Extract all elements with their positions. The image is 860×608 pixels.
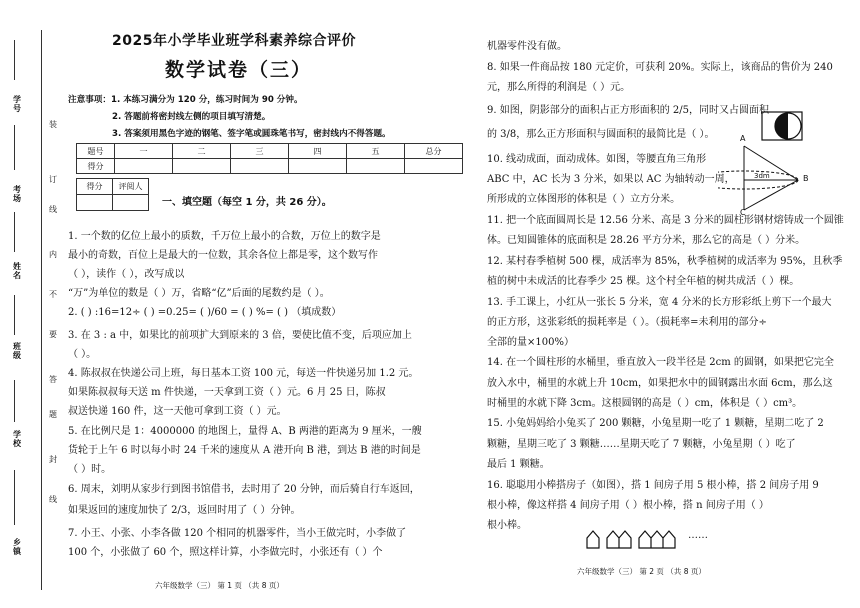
question-line: 7. 小王、小张、小李各做 120 个相同的机器零件，当小王做完时，小李做了 [68,528,407,539]
exam-subtitle: 数学试卷（三） [165,59,313,81]
question-line: 11. 把一个底面圆周长是 12.56 分米、高是 3 分米的圆柱形钢材熔铸成一个圆锥 [487,215,844,226]
house-1 [587,531,599,548]
binding-rail [0,0,62,608]
score-cell [115,159,173,174]
question-line: （ ）。 [68,349,97,360]
vertex-c-label: C [740,208,746,217]
question-line: 16. 聪聪用小棒搭房子（如图），搭 1 间房子用 5 根小棒，搭 2 间房子用 9 [487,480,819,491]
footer-page-1: 六年级数学（三） 第 1 页 （共 8 页） [155,581,284,590]
question-line: 4. 陈叔叔在快递公司上班，每日基本工资 100 元，每送一件快递另加 1.2 元。 [68,368,419,379]
question-line: 放入水中，桶里的水就上升 10cm，如果把水中的圆钢露出水面 6cm，那么这 [487,378,833,389]
cone-edge [744,180,798,210]
rail-fill-line [14,470,15,525]
score-header: 题号 [77,144,115,159]
score-header: 二 [173,144,231,159]
note-2: 2. 答题前将密封线左侧的项目填写清楚。 [112,112,271,122]
score-table [76,143,463,174]
question-line: 货轮于上午 6 时以每小时 24 千米的速度从 A 港开向 B 港，到达 B 港的时间是 [68,445,421,456]
cone-edge [744,146,798,180]
seal-char: 内 [49,250,57,259]
question-line: 如果返回的速度加快了 2/3，返回时用了（ ）分钟。 [68,505,301,516]
question-line: 5. 在比例尺是 1：4000000 的地图上，量得 A、B 两港的距离为 9 厘米，一艘 [68,426,422,437]
rail-label-town: 乡镇 [13,538,21,556]
seal-line [41,30,42,590]
rail-label-school: 学校 [13,430,21,448]
section-1-title: 一、填空题（每空 1 分，共 26 分）。 [162,197,332,208]
stick-houses-figure [585,528,685,550]
question-line: 9. 如图，阴影部分的面积占正方形面积的 2/5，同时又占圆面积 [487,105,769,116]
grader-table [76,178,149,211]
score-header: 四 [289,144,347,159]
question-line: 叔送快递 160 件，这一天他可拿到工资（ ）元。 [68,406,287,417]
score-cell [347,159,405,174]
question-line: 植的树中未成活的比春季少 25 棵。这个村全年植的树共成活（ ）棵。 [487,276,800,287]
question-line: 100 个，小张做了 60 个，照这样计算，小李做完时，小张还有（ ）个 [68,547,383,558]
question-line: 13. 手工课上，小红从一张长 5 分米，宽 4 分米的长方形彩纸上剪下一个最大 [487,297,832,308]
question-line: 12. 某村春季植树 500 棵，成活率为 85%，秋季植树的成活率为 95%，且秋季 [487,256,843,267]
grader-header: 得分 [77,179,113,195]
rail-label-student-id: 学号 [13,95,21,113]
question-line: 8. 如果一件商品按 180 元定价，可获利 20%。实际上，该商品的售价为 240 [487,62,833,73]
question-line: 体。已知圆锥体的底面积是 28.26 平方分米，那么它的高是（ ）分米。 [487,235,806,246]
rail-fill-line [14,125,15,170]
question-line: 所形成的立体图形的体积是（ ）立方分米。 [487,194,681,205]
score-header: 一 [115,144,173,159]
question-line: 最小的奇数，百位上是最大的一位数，其余各位上都是零，这个数写作 [68,250,378,261]
vertex-a-label: A [740,134,746,143]
seal-char: 装 [49,120,57,129]
seal-char: 线 [49,205,57,214]
dimension-label: 3dm [754,172,770,180]
seal-char: 要 [49,330,57,339]
question-line: 机器零件没有做。 [487,41,567,52]
grader-cell [77,195,113,211]
seal-char: 不 [49,290,57,299]
rail-label-name: 姓名 [13,262,21,280]
question-line: 的 3/8，那么正方形面积与圆面积的最简比是（ ）。 [487,129,715,140]
rail-fill-line [14,40,15,80]
exam-title: 2025年小学毕业班学科素养综合评价 [112,33,356,49]
question-line: 根小棒。 [487,520,527,531]
note-3: 3. 答案须用黑色字迹的钢笔、签字笔或圆珠笔书写，密封线内不得答题。 [112,129,391,139]
question-line: 2. ( ) :16=12÷ ( ) =0.25= ( )/60 = ( ) %= ( ) （填成数） [68,307,342,318]
question-line: 时桶里的水就下降 3cm。这根圆钢的高是（ ）cm，体积是（ ）cm³。 [487,398,803,409]
seal-char: 答 [49,375,57,384]
rail-label-class: 班级 [13,342,21,360]
grader-header: 评阅人 [113,179,149,195]
rail-fill-line [14,212,15,252]
score-cell [289,159,347,174]
rail-fill-line [14,380,15,422]
question-line: 全部的量×100%） [487,337,574,348]
grader-cell [113,195,149,211]
score-cell [173,159,231,174]
question-line: 3. 在 3 : a 中，如果比的前项扩大到原来的 3 倍，要使比值不变，后项应加上 [68,330,412,341]
question-line: 15. 小兔妈妈给小兔买了 200 颗糖，小兔星期一吃了 1 颗糖，星期二吃了 2 [487,418,824,429]
house-3 [639,531,675,548]
seal-char: 封 [49,455,57,464]
note-1: 注意事项：1. 本练习满分为 120 分，练习时间为 90 分钟。 [68,95,303,105]
ellipsis-mark: …… [688,530,708,541]
question-line: “万”为单位的数是（ ）万，省略“亿”后面的尾数约是（ ）。 [68,288,330,299]
rail-fill-line [14,295,15,335]
vertex-b-label: B [803,174,809,183]
question-line: 6. 周末，刘明从家步行到图书馆借书，去时用了 20 分钟，而后骑自行车返回， [68,484,420,495]
question-line: 10. 线动成面，面动成体。如图，等腰直角三角形 [487,154,707,165]
score-header: 五 [347,144,405,159]
seal-char: 订 [49,175,57,184]
footer-page-2: 六年级数学（三） 第 2 页 （共 8 页） [577,567,706,576]
score-header: 总分 [405,144,463,159]
question-line: 1. 一个数的亿位上最小的质数，千万位上最小的合数，万位上的数字是 [68,231,381,242]
score-cell [405,159,463,174]
question-line: ABC 中，AC 长为 3 分米，如果以 AC 为轴转动一周， [487,174,735,185]
question-line: 根小棒，像这样搭 4 间房子用（ ）根小棒，搭 n 间房子用（ ） [487,500,769,511]
question-line: （ ）时。 [68,464,112,475]
question-line: 颗糖，星期三吃了 3 颗糖……星期天吃了 7 颗糖，小兔星期（ ）吃了 [487,439,796,450]
score-header: 三 [231,144,289,159]
question-line: 如果陈叔叔每天送 m 件快递，一天拿到工资（ ）元。6 月 25 日，陈叔 [68,387,386,398]
question-line: （ ），读作（ ），改写成以 [68,269,185,280]
seal-char: 线 [49,495,57,504]
house-2 [607,531,631,548]
rail-label-exam-room: 考场 [13,185,21,203]
question-line: 的正方形，这张彩纸的损耗率是（ ）。（损耗率=未利用的部分÷ [487,317,767,328]
question-line: 最后 1 颗糖。 [487,459,550,470]
seal-char: 题 [49,410,57,419]
question-line: 14. 在一个圆柱形的水桶里，垂直放入一段半径是 2cm 的圆钢，如果把它完全 [487,357,834,368]
score-cell [231,159,289,174]
score-row-label: 得分 [77,159,115,174]
question-line: 元，那么所得的利润是（ ）元。 [487,82,631,93]
shaded-region [775,113,788,139]
